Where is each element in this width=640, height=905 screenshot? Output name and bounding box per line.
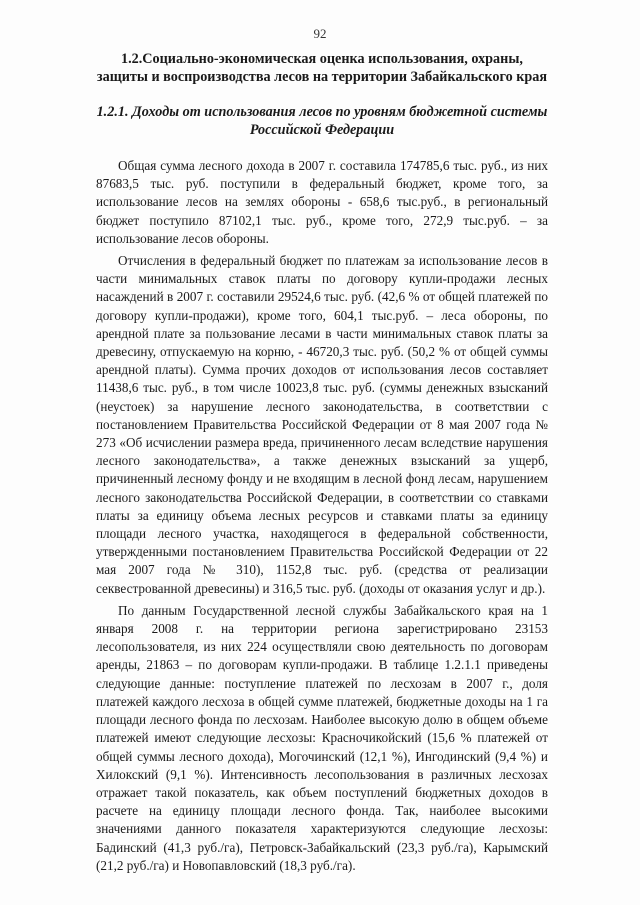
page-number: 92 [313, 26, 327, 41]
paragraph: Отчисления в федеральный бюджет по платежам за использование лесов в части минимальных ставок платы по договору купли-продажи лесных насаждений в 2007 г. составили 29524,6 тыс. руб. (42,6 % от общей платежей по договору купли-продажи), кроме того, 604,1 тыс.руб. – леса обороны, по арендной плате за пользование лесами в части минимальных ставок платы за древесину, отпускаемую на корню, - 46720,3 тыс. руб. (50,2 % от общей суммы арендной платы). Сумма прочих доходов от использования лесов составляет 11438,6 тыс. руб., в том числе 10023,8 тыс. руб. (суммы денежных взысканий (неустоек) за нарушение лесного законодательства, в соответствии с постановлением Правительства Российской Федерации от 8 мая 2007 года № 273 «Об исчислении размера вреда, причиненного лесам вследствие нарушения лесного законодательства», а также денежных взысканий за ущерб, причиненный лесному фонду и не входящим в лесной фонд лесам, нарушением лесного законодательства Российской Федерации, в соответствии со ставками платы за единицу объема лесных ресурсов и ставками платы за единицу площади лесного участка, находящегося в федеральной собственности, утвержденными постановлением Правительства Российской Федерации от 22 мая 2007 года № 310), 1152,8 тыс. руб. (средства от реализации секвестрованной древесины) и 316,5 тыс. руб. (доходы от оказания услуг и др.). [96, 253, 548, 596]
body-text [96, 157, 548, 879]
subsection-heading: 1.2.1. Доходы от использования лесов по уровням бюджетной системы Российской Федерации [96, 104, 548, 138]
section-heading: 1.2.Социально-экономическая оценка использования, охраны, защиты и воспроизводства лесов на территории Забайкальского края [96, 51, 548, 85]
paragraph: По данным Государственной лесной службы Забайкальского края на 1 января 2008 г. на территории региона зарегистрировано 23153 лесопользователя, из них 224 осуществляли свою деятельность по договорам аренды, 21863 – по договорам купли-продажи. В таблице 1.2.1.1 приведены следующие данные: поступление платежей по лесхозам в 2007 г., доля платежей каждого лесхоза в общей сумме платежей, бюджетные доходы на 1 га площади лесного фонда по лесхозам. Наиболее высокую долю в общем объеме платежей имеют следующие лесхозы: Красночикойский (15,6 % платежей от общей суммы лесного дохода), Могочинский (12,1 %), Ингодинский (9,4 %) и Хилокский (9,1 %). Интенсивность лесопользования в различных лесхозах отражает такой показатель, как объем поступлений бюджетных доходов в расчете на единицу площади лесного фонда. Так, наиболее высокими значениями данного показателя характеризуются следующие лесхозы: Бадинский (41,3 руб./га), Петровск-Забайкальский (23,3 руб./га), Карымский (21,2 руб./га) и Новопавловский (18,3 руб./га). [96, 602, 548, 873]
paragraph: Общая сумма лесного дохода в 2007 г. составила 174785,6 тыс. руб., из них 87683,5 тыс. руб. поступили в федеральный бюджет, кроме того, за использование лесов на землях обороны - 658,6 тыс.руб., в региональный бюджет поступило 87102,1 тыс. руб., кроме того, 272,9 тыс.руб. – за использование лесов обороны. [96, 158, 548, 246]
